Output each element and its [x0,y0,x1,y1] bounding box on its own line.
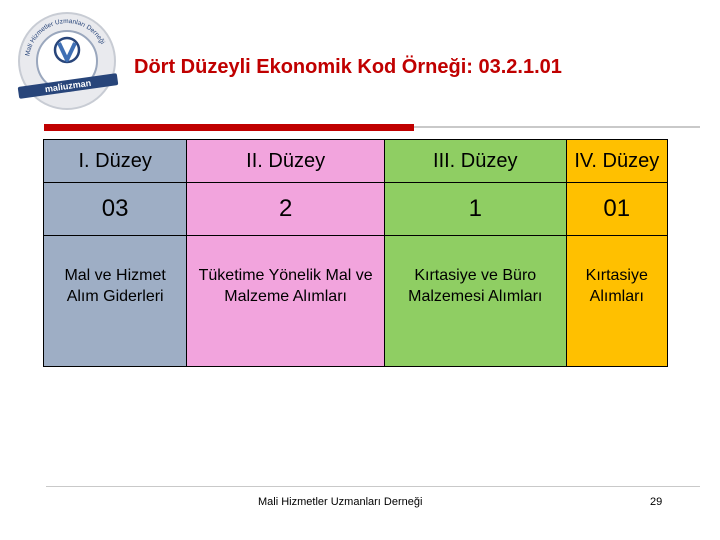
code-cell-level-4: 01 [566,183,667,236]
header-cell-level-1: I. Düzey [44,140,187,183]
page-title: Dört Düzeyli Ekonomik Kod Örneği: 03.2.1.01 [134,56,562,78]
code-cell-level-1: 03 [44,183,187,236]
page-number: 29 [650,496,663,508]
table-header-row [44,140,668,183]
logo-wordmark: maliuzman [18,73,119,99]
header-cell-level-4: IV. Düzey [566,140,667,183]
svg-text:Mali Hizmetler Uzmanları Derne: Mali Hizmetler Uzmanları Derneği [24,17,106,57]
code-cell-level-2: 2 [187,183,385,236]
v-mark-icon [50,36,84,66]
header-cell-level-2: II. Düzey [187,140,385,183]
header-cell-level-3: III. Düzey [384,140,566,183]
title-accent-bar [44,124,414,131]
footer-divider [46,486,700,487]
footer-text: Mali Hizmetler Uzmanları Derneği [258,496,423,508]
description-cell-level-2: Tüketime Yönelik Mal ve Malzeme Alımları [187,236,385,367]
description-cell-level-4: Kırtasiye Alımları [566,236,667,367]
code-cell-level-3: 1 [384,183,566,236]
association-logo [18,12,116,110]
code-level-table [43,139,668,367]
description-row [44,236,668,367]
description-cell-level-1: Mal ve Hizmet Alım Giderleri [44,236,187,367]
description-cell-level-3: Kırtasiye ve Büro Malzemesi Alımları [384,236,566,367]
code-row [44,183,668,236]
